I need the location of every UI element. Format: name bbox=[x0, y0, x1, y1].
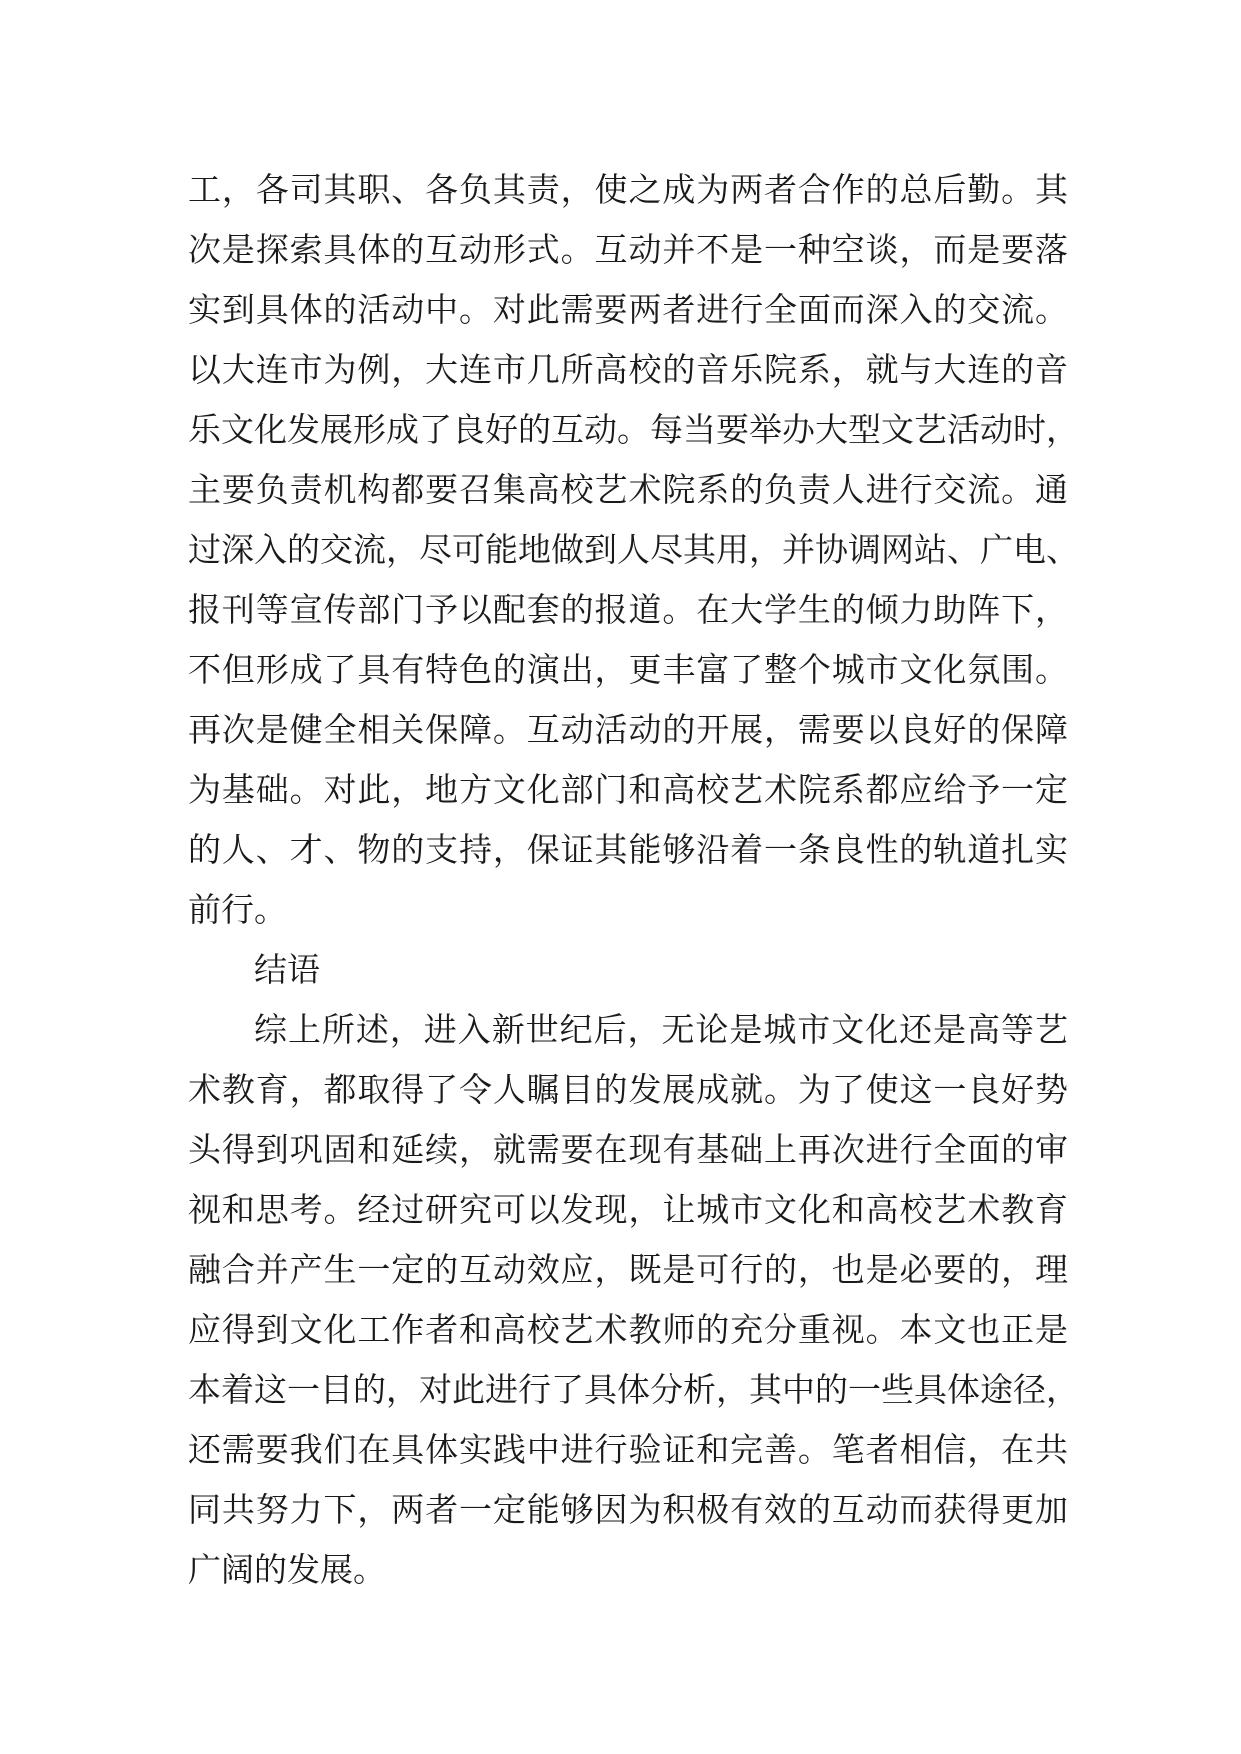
paragraph-1-line: 的人、才、物的支持，保证其能够沿着一条良性的轨道扎实 bbox=[188, 830, 1068, 869]
paragraph-1-line: 以大连市为例，大连市几所高校的音乐院系，就与大连的音 bbox=[188, 350, 1068, 389]
paragraph-2-line: 本着这一目的，对此进行了具体分析，其中的一些具体途径， bbox=[188, 1370, 1079, 1409]
paragraph-1-line: 不但形成了具有特色的演出，更丰富了整个城市文化氛围。 bbox=[188, 650, 1068, 689]
paragraph-1-line: 过深入的交流，尽可能地做到人尽其用，并协调网站、广电、 bbox=[188, 530, 1079, 569]
paragraph-2-line: 应得到文化工作者和高校艺术教师的充分重视。本文也正是 bbox=[188, 1310, 1068, 1349]
paragraph-2 bbox=[188, 1000, 1079, 1600]
section-heading: 结语 bbox=[254, 950, 320, 989]
paragraph-2-line: 同共努力下，两者一定能够因为积极有效的互动而获得更加 bbox=[188, 1490, 1068, 1529]
paragraph-2-line: 综上所述，进入新世纪后，无论是城市文化还是高等艺 bbox=[254, 1010, 1068, 1049]
document-page bbox=[188, 160, 1079, 1600]
paragraph-2-line: 术教育，都取得了令人瞩目的发展成就。为了使这一良好势 bbox=[188, 1070, 1068, 1109]
paragraph-2-line: 视和思考。经过研究可以发现，让城市文化和高校艺术教育 bbox=[188, 1190, 1068, 1229]
paragraph-2-line: 广阔的发展。 bbox=[188, 1550, 386, 1589]
paragraph-2-line: 融合并产生一定的互动效应，既是可行的，也是必要的，理 bbox=[188, 1250, 1068, 1289]
paragraph-1-line: 乐文化发展形成了良好的互动。每当要举办大型文艺活动时， bbox=[188, 410, 1079, 449]
paragraph-2-line: 头得到巩固和延续，就需要在现有基础上再次进行全面的审 bbox=[188, 1130, 1068, 1169]
paragraph-1-line: 实到具体的活动中。对此需要两者进行全面而深入的交流。 bbox=[188, 290, 1068, 329]
paragraph-1-line: 工，各司其职、各负其责，使之成为两者合作的总后勤。其 bbox=[188, 170, 1068, 209]
paragraph-1-line: 前行。 bbox=[188, 890, 287, 929]
paragraph-2-line: 还需要我们在具体实践中进行验证和完善。笔者相信，在共 bbox=[188, 1430, 1068, 1469]
paragraph-1-line: 为基础。对此，地方文化部门和高校艺术院系都应给予一定 bbox=[188, 770, 1068, 809]
paragraph-1-line: 再次是健全相关保障。互动活动的开展，需要以良好的保障 bbox=[188, 710, 1068, 749]
paragraph-1-line: 报刊等宣传部门予以配套的报道。在大学生的倾力助阵下， bbox=[188, 590, 1068, 629]
paragraph-1-line: 次是探索具体的互动形式。互动并不是一种空谈，而是要落 bbox=[188, 230, 1068, 269]
paragraph-1 bbox=[188, 160, 1079, 940]
paragraph-1-line: 主要负责机构都要召集高校艺术院系的负责人进行交流。通 bbox=[188, 470, 1068, 509]
